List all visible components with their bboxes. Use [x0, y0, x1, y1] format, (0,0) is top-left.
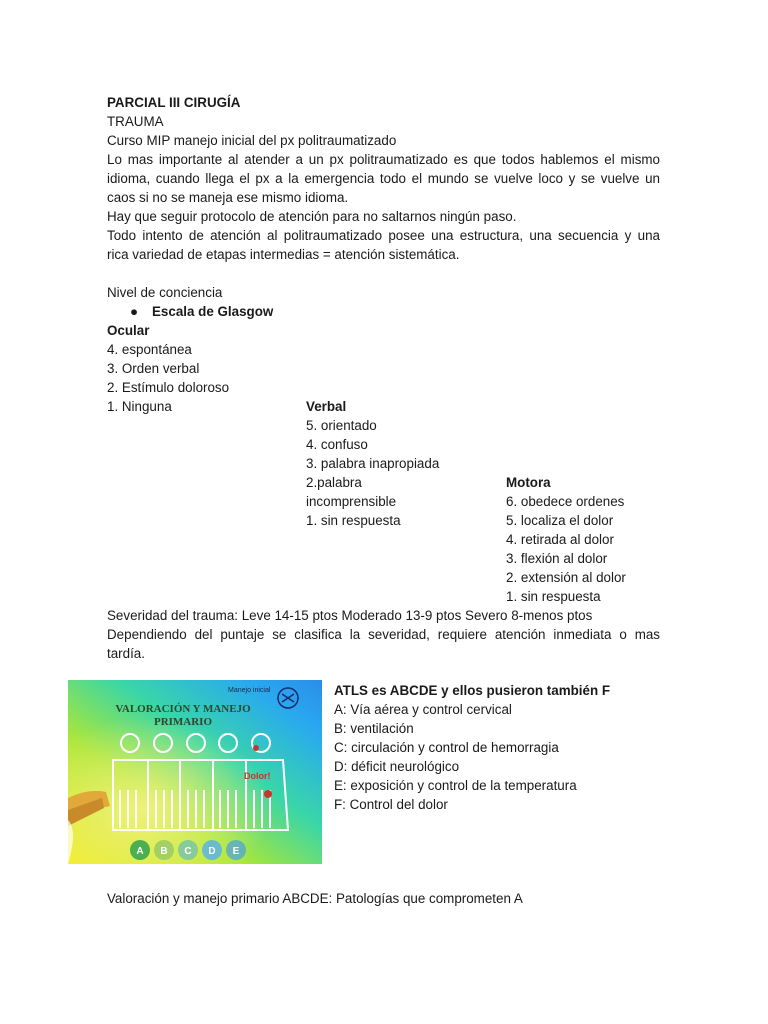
poster-letter: D	[208, 846, 216, 857]
doc-subtitle: TRAUMA	[107, 114, 164, 129]
ocular-heading: Ocular	[107, 323, 150, 338]
poster-letter: B	[160, 846, 168, 857]
poster-tag: Manejo inicial	[228, 687, 271, 694]
verbal-heading: Verbal	[306, 399, 347, 414]
poster-letter: A	[136, 846, 144, 857]
motora-item: 5. localiza el dolor	[506, 513, 614, 528]
motora-item: 4. retirada al dolor	[506, 532, 614, 547]
puntaje-line: tardía.	[107, 646, 145, 661]
ocular-item: 1. Ninguna	[107, 399, 172, 414]
poster-dolor: Dolor!	[244, 771, 271, 781]
verbal-item: 4. confuso	[306, 437, 368, 452]
atls-item: C: circulación y control de hemorragia	[334, 740, 559, 755]
protocol-line: Hay que seguir protocolo de atención para no saltarnos ningún paso.	[107, 209, 517, 224]
ocular-item: 3. Orden verbal	[107, 361, 200, 376]
course-line: Curso MIP manejo inicial del px politraumatizado	[107, 133, 397, 148]
verbal-item: 5. orientado	[306, 418, 377, 433]
atls-heading: ATLS es ABCDE y ellos pusieron también F	[334, 683, 611, 698]
poster-title-1: VALORACIÓN Y MANEJO	[115, 703, 251, 715]
ocular-item: 2. Estímulo doloroso	[107, 380, 230, 395]
severidad-line: Severidad del trauma: Leve 14-15 ptos Moderado 13-9 ptos Severo 8-menos ptos	[107, 608, 593, 623]
atls-item: D: déficit neurológico	[334, 759, 460, 774]
verbal-item: 2.palabra	[306, 475, 362, 490]
atls-item: E: exposición y control de la temperatura	[334, 778, 577, 793]
final-line: Valoración y manejo primario ABCDE: Patologías que comprometen A	[107, 891, 523, 906]
paragraph-line: idioma, cuando llega el px a la emergencia todo el mundo se vuelve loco y se vuelve un	[107, 171, 660, 186]
poster-letter: E	[232, 846, 240, 857]
paragraph-line: rica variedad de etapas intermedias = atención sistemática.	[107, 247, 460, 262]
abcde-poster-photo	[68, 680, 322, 864]
motora-heading: Motora	[506, 475, 551, 490]
verbal-item: incomprensible	[306, 494, 397, 509]
paragraph-line: Todo intento de atención al politraumatizado posee una estructura, una secuencia y una	[107, 228, 660, 243]
paragraph-line: Lo mas importante al atender a un px politraumatizado es que todos hablemos el mismo	[107, 152, 660, 167]
poster-letter: C	[184, 846, 192, 857]
atls-item: F: Control del dolor	[334, 797, 448, 812]
nivel-conciencia: Nivel de conciencia	[107, 285, 223, 300]
verbal-item: 3. palabra inapropiada	[306, 456, 440, 471]
motora-item: 1. sin respuesta	[506, 589, 601, 604]
glasgow-heading: Escala de Glasgow	[152, 304, 274, 319]
poster-title-2: PRIMARIO	[153, 716, 213, 728]
doc-title: PARCIAL III CIRUGÍA	[107, 95, 241, 110]
puntaje-line: Dependiendo del puntaje se clasifica la severidad, requiere atención inmediata o mas	[107, 627, 660, 642]
ocular-item: 4. espontánea	[107, 342, 192, 357]
motora-item: 3. flexión al dolor	[506, 551, 608, 566]
motora-item: 6. obedece ordenes	[506, 494, 625, 509]
atls-item: B: ventilación	[334, 721, 414, 736]
motora-item: 2. extensión al dolor	[506, 570, 626, 585]
verbal-item: 1. sin respuesta	[306, 513, 401, 528]
atls-item: A: Vía aérea y control cervical	[334, 702, 512, 717]
bullet-icon: ●	[130, 304, 139, 319]
paragraph-line: caos si no se maneja ese mismo idioma.	[107, 190, 349, 205]
